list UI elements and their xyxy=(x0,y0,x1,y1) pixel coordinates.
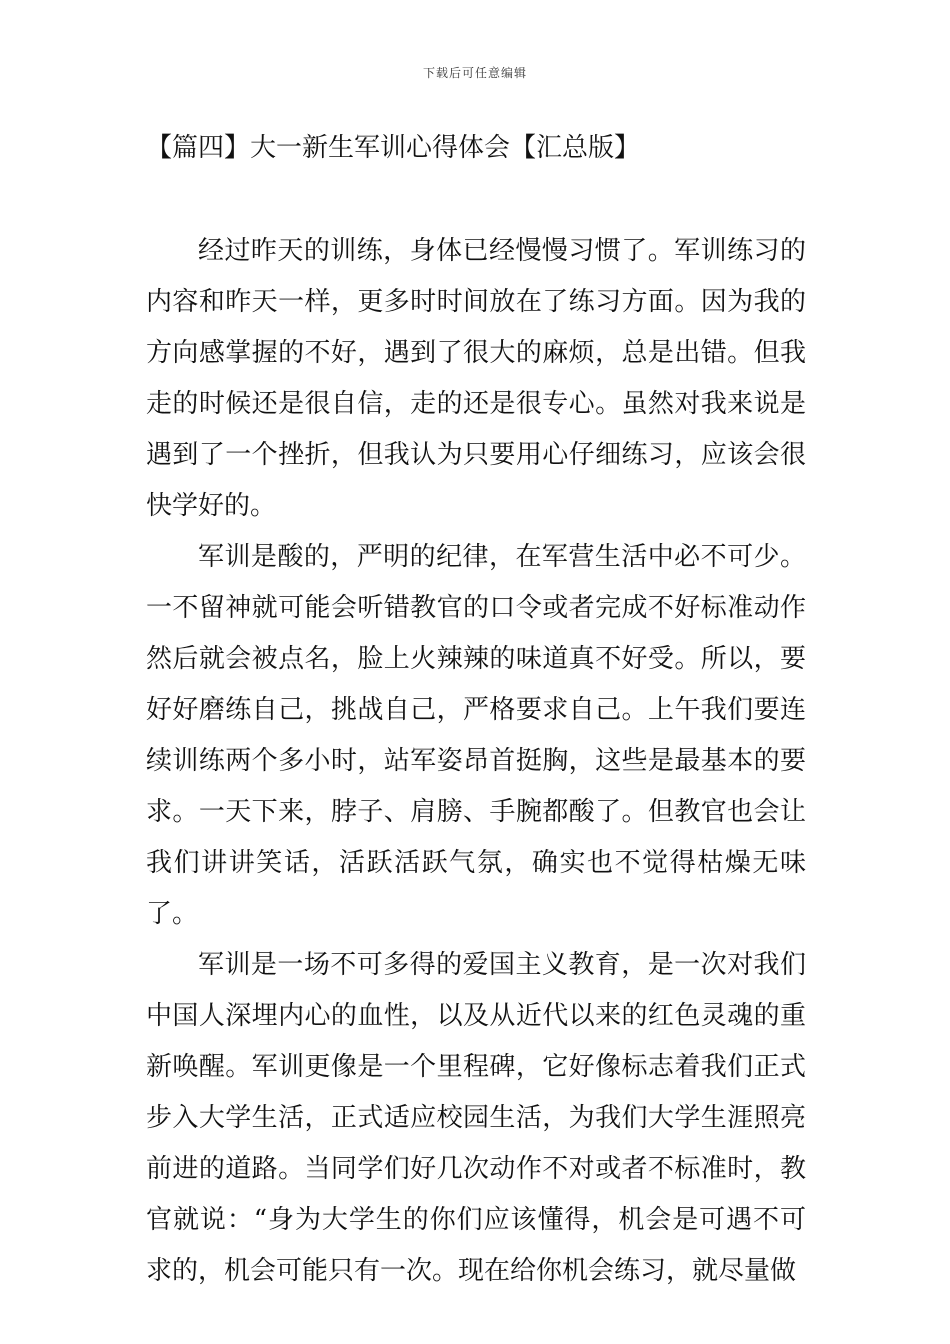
document-body xyxy=(146,226,806,1297)
paragraph-3: 军训是一场不可多得的爱国主义教育，是一次对我们中国人深埋内心的血性，以及从近代以来的红色灵魂的重新唤醒。军训更像是一个里程碑，它好像标志着我们正式步入大学生活，正式适应校园生活，为我们大学生涯照亮前进的道路。当同学们好几次动作不对或者不标准时，教官就说：“身为大学生的你们应该懂得，机会是可遇不可求的，机会可能只有一次。现在给你机会练习，就尽量做 xyxy=(146,950,806,1286)
document-title: 【篇四】大一新生军训心得体会【汇总版】 xyxy=(146,133,641,163)
header-note: 下载后可任意编辑 xyxy=(422,66,527,80)
paragraph-1: 经过昨天的训练，身体已经慢慢习惯了。军训练习的内容和昨天一样，更多时时间放在了练习方面。因为我的方向感掌握的不好，遇到了很大的麻烦，总是出错。但我走的时候还是很自信，走的还是很专心。虽然对我来说是遇到了一个挫折，但我认为只要用心仔细练习，应该会很快学好的。 xyxy=(146,236,806,521)
paragraph-2: 军训是酸的，严明的纪律，在军营生活中必不可少。一不留神就可能会听错教官的口令或者完成不好标准动作然后就会被点名，脸上火辣辣的味道真不好受。所以，要好好磨练自己，挑战自己，严格要求自己。上午我们要连续训练两个多小时，站军姿昂首挺胸，这些是最基本的要求。一天下来，脖子、肩膀、手腕都酸了。但教官也会让我们讲讲笑话，活跃活跃气氛，确实也不觉得枯燥无味了。 xyxy=(146,542,806,929)
